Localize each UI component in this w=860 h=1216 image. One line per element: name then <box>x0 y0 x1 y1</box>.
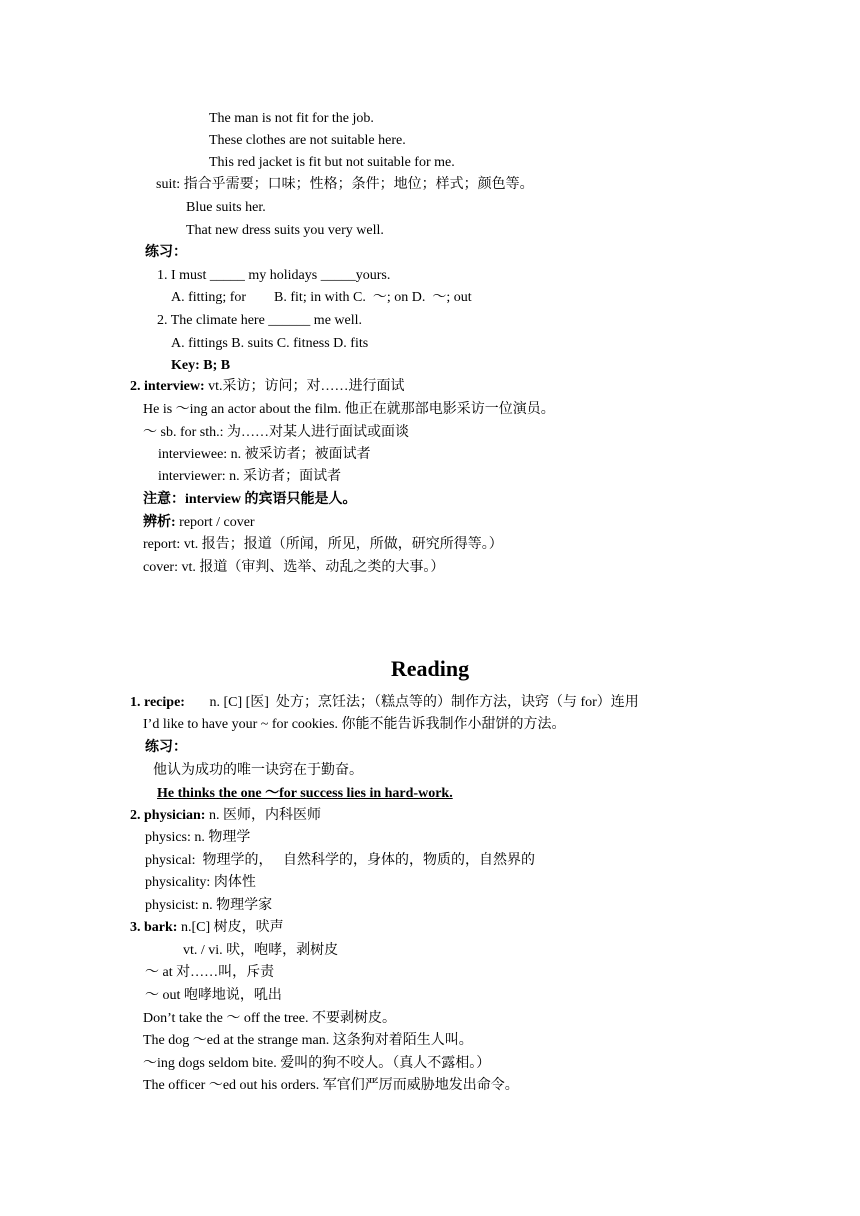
recipe-example: I’d like to have your ~ for cookies. 你能不能告诉我制作小甜饼的方法。 <box>143 717 566 732</box>
interview-example-1: He is ～ing an actor about the film. 他正在就那部电影采访一位演员。 <box>143 402 555 417</box>
suit-example-1: Blue suits her. <box>186 200 266 215</box>
interview-example-2: ～ sb. for sth.: 为……对某人进行面试或面谈 <box>143 425 409 440</box>
practice-label: 练习： <box>145 245 187 260</box>
physical-entry: physical: 物理学的， 自然科学的，身体的，物质的，自然界的 <box>145 853 536 868</box>
fit-example-3: This red jacket is fit but not suitable for me. <box>209 155 455 170</box>
distinguish-label: 辨析: <box>143 515 176 530</box>
distinguish-line <box>143 514 255 532</box>
physician-heading <box>130 807 321 825</box>
physician-term: 2. physician: <box>130 808 206 823</box>
suit-example-2: That new dress suits you very well. <box>186 223 384 238</box>
physics-entry: physics: n. 物理学 <box>145 830 251 845</box>
bark-example-1: Don’t take the ～ off the tree. 不要剥树皮。 <box>143 1011 396 1026</box>
interview-note: 注意：interview 的宾语只能是人。 <box>143 492 357 507</box>
physician-definition: n. 医师，内科医师 <box>205 808 321 823</box>
interview-term: 2. interview: <box>130 379 205 394</box>
reading-practice-label: 练习： <box>145 740 187 755</box>
cover-entry: cover: vt. 报道（审判、选举、动乱之类的大事。） <box>143 560 445 575</box>
recipe-answer: He thinks the one ～for success lies in hard-work. <box>157 786 453 801</box>
interviewee-entry: interviewee: n. 被采访者；被面试者 <box>158 447 371 462</box>
report-entry: report: vt. 报告；报道（所闻，所见，所做，研究所得等。） <box>143 537 503 552</box>
question-1-options: A. fitting; for B. fit; in with C. ～; on D. ～; out <box>171 290 472 305</box>
bark-definition: n.[C] 树皮，吠声 <box>177 920 284 935</box>
bark-term: 3. bark: <box>130 920 178 935</box>
fit-example-1: The man is not fit for the job. <box>209 111 374 126</box>
distinguish-words: report / cover <box>175 515 255 530</box>
bark-at-phrase: ～ at 对……叫，斥责 <box>145 965 275 980</box>
recipe-heading <box>130 694 639 712</box>
recipe-definition: n. [C] [医] 处方；烹饪法；（糕点等的）制作方法，诀窍（与 for）连用 <box>184 695 639 710</box>
question-1: 1. I must _____ my holidays _____yours. <box>157 268 391 283</box>
bark-example-2: The dog ～ed at the strange man. 这条狗对着陌生人叫。 <box>143 1033 473 1048</box>
question-2-options: A. fittings B. suits C. fitness D. fits <box>171 336 369 351</box>
bark-out-phrase: ～ out 咆哮地说，吼出 <box>145 988 282 1003</box>
interviewer-entry: interviewer: n. 采访者；面试者 <box>158 469 342 484</box>
answer-key: Key: B; B <box>171 358 231 373</box>
question-2: 2. The climate here ______ me well. <box>157 313 363 328</box>
recipe-term: 1. recipe: <box>130 695 185 710</box>
suit-definition: suit: 指合乎需要；口味；性格；条件；地位；样式；颜色等。 <box>156 177 534 192</box>
bark-verb-definition: vt. / vi. 吠，咆哮，剥树皮 <box>183 943 339 958</box>
bark-heading <box>130 919 284 937</box>
physicality-entry: physicality: 肉体性 <box>145 875 256 890</box>
interview-heading <box>130 378 405 396</box>
fit-example-2: These clothes are not suitable here. <box>209 133 406 148</box>
recipe-prompt: 他认为成功的唯一诀窍在于勤奋。 <box>153 763 363 778</box>
bark-example-4: The officer ～ed out his orders. 军官们严厉而威胁地发出命令。 <box>143 1078 519 1093</box>
interview-definition: vt.采访；访问；对……进行面试 <box>204 379 405 394</box>
bark-example-3: ～ing dogs seldom bite. 爱叫的狗不咬人。（真人不露相。） <box>143 1056 491 1071</box>
reading-title: Reading <box>390 656 470 681</box>
physicist-entry: physicist: n. 物理学家 <box>145 898 273 913</box>
